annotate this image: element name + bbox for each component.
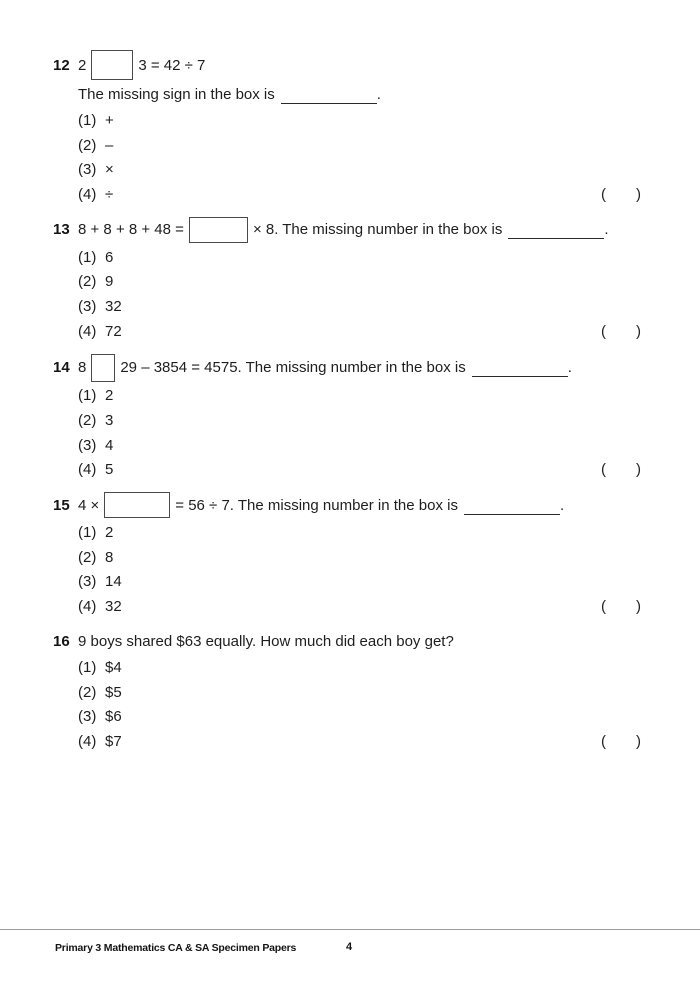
question-stem <box>53 217 700 243</box>
footer-divider <box>0 929 700 930</box>
option-value: ÷ <box>105 185 114 203</box>
option-value: – <box>105 136 114 154</box>
option-value: + <box>105 111 114 129</box>
close-paren: ) <box>636 322 641 340</box>
options-list <box>78 384 700 483</box>
answer-blank-line <box>472 364 568 377</box>
question-stem <box>53 492 700 518</box>
option-row <box>78 408 700 433</box>
question-16 <box>0 629 700 754</box>
option-label: (2) <box>78 548 97 566</box>
option-value: 32 <box>105 598 122 616</box>
option-value: × <box>105 161 114 179</box>
question-12 <box>0 50 700 207</box>
option-row <box>78 108 700 133</box>
option-row <box>78 704 700 729</box>
stem-before-box: 2 <box>78 56 87 74</box>
option-value: 72 <box>105 322 122 340</box>
option-label: (4) <box>78 461 97 479</box>
questions-section <box>0 50 700 764</box>
close-paren: ) <box>636 598 641 616</box>
question-stem <box>53 50 700 80</box>
stem-text: 9 boys shared $63 equally. How much did each boy get? <box>78 632 454 650</box>
option-label: (2) <box>78 273 97 291</box>
stem-suffix: . <box>567 359 572 376</box>
option-value: 4 <box>105 436 114 454</box>
question-number: 13 <box>53 221 70 239</box>
question-number: 15 <box>53 496 70 514</box>
option-row <box>78 269 700 294</box>
option-value: $5 <box>105 683 122 701</box>
open-paren: ( <box>601 322 606 340</box>
missing-sign-box <box>91 50 133 80</box>
close-paren: ) <box>636 461 641 479</box>
option-row <box>78 157 700 182</box>
option-label: (3) <box>78 161 97 179</box>
stem-after-box: = 56 ÷ 7. The missing number in the box is <box>175 496 458 514</box>
option-label: (2) <box>78 136 97 154</box>
option-label: (2) <box>78 683 97 701</box>
answer-bracket <box>601 458 641 483</box>
option-row <box>78 182 700 207</box>
options-list <box>78 520 700 619</box>
option-label: (1) <box>78 248 97 266</box>
open-paren: ( <box>601 461 606 479</box>
options-list <box>78 655 700 754</box>
option-label: (3) <box>78 436 97 454</box>
option-row <box>78 433 700 458</box>
footer-title: Primary 3 Mathematics CA & SA Specimen Papers <box>55 942 297 954</box>
option-label: (4) <box>78 322 97 340</box>
option-value: 2 <box>105 524 114 542</box>
question-number: 12 <box>53 56 70 74</box>
stem-before-box: 4 × <box>78 496 100 514</box>
option-value: $4 <box>105 658 122 676</box>
option-row <box>78 133 700 158</box>
stem-before-box: 8 + 8 + 8 + 48 = <box>78 221 184 239</box>
question-stem <box>53 354 700 382</box>
option-value: 9 <box>105 273 114 291</box>
option-row <box>78 545 700 570</box>
page-number: 4 <box>346 941 353 953</box>
option-label: (4) <box>78 598 97 616</box>
missing-number-box <box>91 354 115 382</box>
stem-suffix: . <box>604 221 609 239</box>
prompt-suffix: . <box>376 85 381 103</box>
option-value: 8 <box>105 548 114 566</box>
option-value: 6 <box>105 248 114 266</box>
option-row <box>78 570 700 595</box>
open-paren: ( <box>601 185 606 203</box>
prompt-text: The missing sign in the box is <box>78 85 275 103</box>
question-number: 16 <box>53 632 70 650</box>
question-stem <box>53 629 700 653</box>
option-label: (4) <box>78 732 97 750</box>
option-label: (3) <box>78 297 97 315</box>
answer-bracket <box>601 594 641 619</box>
answer-bracket <box>601 182 641 207</box>
options-list <box>78 245 700 344</box>
answer-blank-line <box>508 226 604 239</box>
answer-blank-line <box>281 91 377 104</box>
stem-before-box: 8 <box>78 359 87 376</box>
close-paren: ) <box>636 732 641 750</box>
option-label: (2) <box>78 412 97 430</box>
option-value: 2 <box>105 387 114 405</box>
option-value: 5 <box>105 461 114 479</box>
options-list <box>78 108 700 207</box>
missing-number-box <box>189 217 248 243</box>
option-row <box>78 655 700 680</box>
option-value: 32 <box>105 297 122 315</box>
option-label: (1) <box>78 658 97 676</box>
option-row <box>78 458 700 483</box>
option-row <box>78 384 700 409</box>
answer-blank-line <box>464 502 560 515</box>
question-13 <box>0 217 700 344</box>
open-paren: ( <box>601 732 606 750</box>
open-paren: ( <box>601 598 606 616</box>
question-prompt <box>78 82 700 106</box>
question-15 <box>0 492 700 619</box>
stem-after-box: 3 = 42 ÷ 7 <box>138 56 206 74</box>
stem-after-box: × 8. The missing number in the box is <box>252 221 503 239</box>
option-label: (1) <box>78 387 97 405</box>
option-row <box>78 594 700 619</box>
option-value: 14 <box>105 573 122 591</box>
missing-number-box <box>104 492 170 518</box>
option-label: (4) <box>78 185 97 203</box>
stem-after-box: 29 – 3854 = 4575. The missing number in the box is <box>120 359 466 376</box>
option-value: $6 <box>105 708 122 726</box>
option-label: (1) <box>78 524 97 542</box>
option-row <box>78 680 700 705</box>
option-row <box>78 729 700 754</box>
option-row <box>78 294 700 319</box>
question-number: 14 <box>53 359 70 376</box>
close-paren: ) <box>636 185 641 203</box>
option-row <box>78 520 700 545</box>
option-label: (1) <box>78 111 97 129</box>
option-value: $7 <box>105 732 122 750</box>
answer-bracket <box>601 319 641 344</box>
stem-suffix: . <box>559 496 565 514</box>
option-value: 3 <box>105 412 114 430</box>
option-row <box>78 319 700 344</box>
option-label: (3) <box>78 708 97 726</box>
option-row <box>78 245 700 270</box>
option-label: (3) <box>78 573 97 591</box>
answer-bracket <box>601 729 641 754</box>
question-14 <box>0 354 700 483</box>
